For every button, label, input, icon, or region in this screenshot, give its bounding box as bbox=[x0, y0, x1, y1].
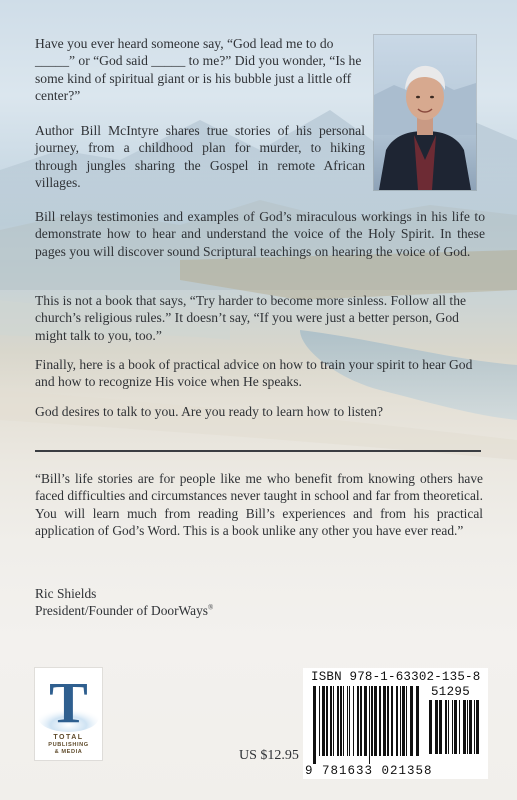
barcode-bar bbox=[343, 686, 344, 756]
barcode-bar bbox=[313, 686, 316, 764]
barcode-bar bbox=[349, 686, 350, 756]
price-code: 51295 bbox=[431, 685, 471, 699]
barcode-bar bbox=[360, 686, 362, 756]
barcode-bar bbox=[396, 686, 398, 756]
barcode-bar bbox=[439, 700, 442, 754]
barcode-bar bbox=[347, 686, 348, 756]
barcode-bar bbox=[353, 686, 354, 756]
barcode-bar bbox=[374, 686, 377, 756]
isbn-barcode bbox=[303, 668, 488, 779]
barcode-bar bbox=[429, 700, 432, 754]
barcode-bar bbox=[445, 700, 447, 754]
barcode-bar bbox=[383, 686, 386, 756]
endorser-title-text: President/Founder of DoorWays bbox=[35, 603, 208, 618]
endorser-title bbox=[35, 603, 213, 619]
publisher-logo bbox=[35, 668, 102, 760]
barcode-bar bbox=[387, 686, 389, 756]
barcode-bar bbox=[357, 686, 359, 756]
barcode-bar bbox=[379, 686, 381, 756]
registered-mark: ® bbox=[207, 603, 214, 612]
intro-paragraph-1: Have you ever heard someone say, “God lead me to do _____” or “God said _____ to me?” Did you wonder, “Is he some kind of spiritual giant or is his bubble just a little off center?” bbox=[35, 36, 362, 103]
publisher-name-line-1: TOTAL bbox=[53, 734, 84, 741]
barcode-bar bbox=[319, 686, 320, 756]
barcode-bar bbox=[402, 686, 405, 756]
barcode-bar bbox=[435, 700, 438, 754]
logo-letter: T bbox=[49, 672, 88, 732]
barcode-bar bbox=[463, 700, 466, 754]
intro-paragraph-2: Author Bill McIntyre shares true stories of his personal journey, from a childhood plan for murder, to hiking through jungles sharing the Gospel in remote African villages. bbox=[35, 123, 365, 190]
barcode-bar bbox=[467, 700, 468, 754]
barcode-bar bbox=[452, 700, 453, 754]
price-label: US $12.95 bbox=[239, 748, 299, 763]
divider bbox=[35, 450, 481, 452]
barcode-bar bbox=[459, 700, 460, 754]
isbn-digits: 9 781633 021358 bbox=[305, 764, 433, 778]
barcode-bar bbox=[474, 700, 475, 754]
isbn-label: ISBN 978-1-63302-135-8 bbox=[311, 670, 481, 684]
author-photo bbox=[374, 35, 476, 190]
endorsement-quote: “Bill’s life stories are for people like me who benefit from knowing others have faced difficulties and circumstances never taught in school and far from theoretical. You will learn much from reading Bill’s experiences and from his practical application of God’s Word. This is a book unlike any other you have ever read.” bbox=[35, 471, 483, 538]
barcode-bar bbox=[469, 700, 472, 754]
publisher-t-icon bbox=[35, 672, 102, 732]
barcode-bar bbox=[410, 686, 413, 756]
barcode-bar bbox=[333, 686, 334, 756]
barcode-bar bbox=[364, 686, 367, 756]
barcode-bar bbox=[391, 686, 393, 756]
barcode-bar bbox=[476, 700, 479, 754]
intro-paragraph-5: Finally, here is a book of practical advice on how to train your spirit to hear God and how to recognize His voice when He speaks. bbox=[35, 357, 473, 390]
barcode-bar bbox=[454, 700, 457, 754]
barcode-bar bbox=[406, 686, 407, 756]
addon-bars bbox=[429, 700, 483, 762]
barcode-bar bbox=[448, 700, 449, 754]
ean-bars bbox=[313, 686, 423, 764]
barcode-bar bbox=[340, 686, 342, 756]
intro-paragraph-3: Bill relays testimonies and examples of God’s miraculous workings in his life to demonstrate how to hear and understand the voice of the Holy Spirit. In these pages you will discover sound Scriptural teachings on hearing the voice of God. bbox=[35, 209, 485, 259]
endorser-name: Ric Shields bbox=[35, 586, 97, 601]
barcode-bar bbox=[326, 686, 328, 756]
barcode-bar bbox=[369, 686, 370, 764]
intro-paragraph-4: This is not a book that says, “Try harder to become more sinless. Follow all the church’s religious rules.” It doesn’t say, “If you were just a better person, God might talk to you, too.” bbox=[35, 293, 467, 343]
barcode-bar bbox=[330, 686, 332, 756]
barcode-bar bbox=[322, 686, 325, 756]
publisher-name-line-3: & MEDIA bbox=[54, 749, 83, 755]
barcode-bar bbox=[400, 686, 401, 756]
barcode-bar bbox=[371, 686, 373, 756]
publisher-name-line-2: PUBLISHING bbox=[48, 742, 89, 748]
barcode-bar bbox=[337, 686, 339, 756]
barcode-bar bbox=[416, 686, 419, 756]
intro-paragraph-6: God desires to talk to you. Are you ready to learn how to listen? bbox=[35, 404, 384, 419]
